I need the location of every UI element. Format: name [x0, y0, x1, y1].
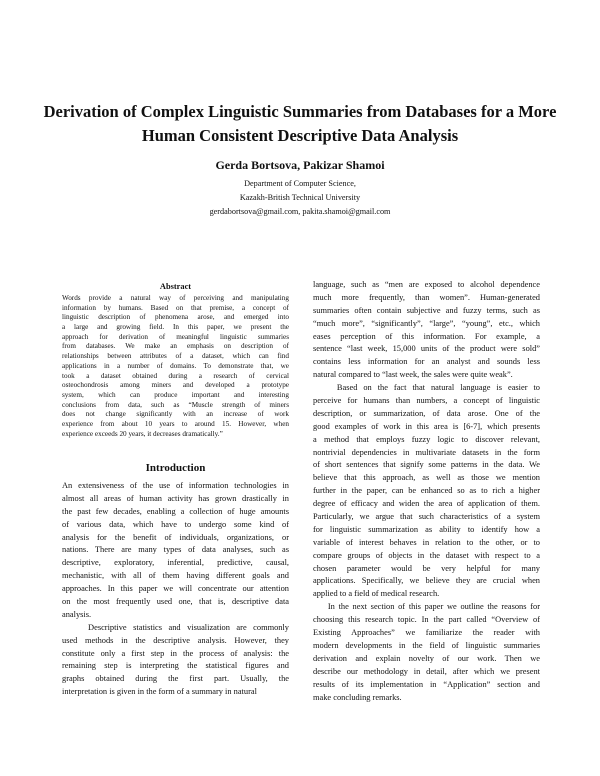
text-line: constitute only a first step in the process of analysis: the: [62, 648, 289, 658]
text-line: chosen parameter would be very helpful for many: [313, 563, 540, 573]
title-line: Derivation of Complex Linguistic Summaries from Databases for a More: [43, 102, 557, 121]
text-line: linguistic description of phenomena arose, and emerged into: [62, 313, 289, 322]
text-line: Words provide a natural way of perceiving and manipulating: [62, 294, 289, 302]
text-line: analysis for the benefit of individuals, organizations, or: [62, 532, 289, 542]
text-line: degree of efficacy and widen the area of application of them.: [313, 499, 540, 509]
text-line: mechanistic, with all of them having different goals and: [62, 571, 289, 581]
text-line: Particularly, we argue that such characteristics of a system: [313, 512, 540, 522]
introduction-heading: Introduction: [145, 462, 206, 474]
text-line: relationships between attributes of a dataset, which can find: [62, 352, 289, 361]
text-line: almost all areas of human activity has grown drastically in: [62, 493, 289, 503]
text-line: nations. There are many types of data analyses, such as: [62, 545, 289, 555]
text-line: used methods in the descriptive analysis. However, they: [62, 635, 289, 645]
paper-title: [40, 100, 560, 148]
text-line: contains less information for an analyst and sounds less: [313, 357, 540, 367]
text-line: summaries often contain subjective and fuzzy terms, such as: [313, 305, 540, 315]
affiliation-line: gerdabortsova@gmail.com, pakita.shamoi@gmail.com: [209, 207, 391, 216]
text-line: analysis.: [62, 609, 92, 619]
text-line: conclusions from data, such as “Muscle strength of miners: [62, 400, 289, 409]
text-line: on the most frequently used one, that is, descriptive data: [62, 597, 289, 607]
text-line: osteochondrosis among miners and developed a prototype: [62, 381, 289, 390]
text-line: believe that this approach, as well as those we mention: [313, 473, 540, 483]
text-line: In the next section of this paper we outline the reasons for: [313, 602, 540, 612]
text-line: a large and growing field. In this paper, we present the: [62, 323, 289, 332]
abstract-heading: Abstract: [159, 282, 192, 291]
right-column-body: [313, 279, 540, 704]
text-line: applications in a number of domains. To demonstrate that, we: [62, 361, 289, 370]
text-line: approaches. In this paper we will concentrate our attention: [62, 584, 289, 594]
text-line: took a dataset obtained during a research of cervical: [62, 371, 289, 380]
text-line: does not change significantly with an increase of work: [62, 410, 289, 419]
text-line: a method that employs fuzzy logic to discover relevant,: [313, 434, 540, 444]
text-line: applied to a field of medical research.: [313, 589, 440, 599]
text-line: remaining step is interpreting the statistical figures and: [62, 661, 289, 671]
text-line: approach for derivation of meaningful linguistic summaries: [62, 332, 289, 341]
text-line: nontrivial dependencies in multivariate datasets in the form: [313, 447, 540, 457]
text-line: describe our methodology in detail, after which we present: [313, 666, 540, 676]
text-line: language, such as “men are exposed to alcohol dependence: [313, 280, 540, 289]
title-line: Human Consistent Descriptive Data Analysis: [141, 126, 459, 145]
text-line: good examples of work in this area is [6-7], which presents: [313, 421, 540, 431]
text-line: of short sentences that signify some patterns in the data. We: [313, 460, 540, 470]
text-line: compare groups of objects in the dataset with respect to a: [313, 550, 540, 560]
text-line: Descriptive statistics and visualization are commonly: [62, 622, 289, 632]
text-line: system, which can produce important and interesting: [62, 390, 289, 399]
text-line: modern developments in the field of linguistic summaries: [313, 640, 540, 650]
introduction-body: [62, 480, 289, 699]
authors: Gerda Bortsova, Pakizar Shamoi: [215, 158, 385, 172]
text-line: applications. Specifically, we believe they are crucial when: [313, 576, 540, 586]
text-line: description, or summarization, of data arose. One of the: [313, 408, 540, 418]
text-line: interpretation is given in the form of a summary in natural: [62, 687, 257, 697]
affiliation: [40, 177, 560, 219]
text-line: of various data, which have to undergo some kind of: [62, 519, 289, 529]
text-line: Based on the fact that natural language is easier to: [313, 383, 540, 393]
text-line: choosing this research topic. In the part called “Overview of: [313, 615, 540, 625]
text-line: graphs obtained during the first part. Usually, the: [62, 674, 289, 684]
text-line: the past few decades, enabling a collection of huge amounts: [62, 506, 289, 516]
text-line: make concluding remarks.: [313, 692, 402, 702]
text-line: information by humans. Based on that premise, a concept of: [62, 303, 289, 312]
affiliation-line: Kazakh-British Technical University: [239, 193, 361, 202]
text-line: Existing Approaches” we familiarize the reader with: [313, 628, 540, 638]
affiliation-line: Department of Computer Science,: [244, 179, 356, 188]
text-line: experience from about 10 years to around 15. However, when: [62, 419, 289, 428]
text-line: natural compared to “last week, the sales were quite weak”.: [313, 370, 513, 380]
text-line: derivation and explain novelty of our work. Then we: [313, 653, 540, 663]
text-line: perceive for humans than numbers, a concept of linguistic: [313, 396, 540, 406]
abstract-body: [62, 294, 289, 439]
text-line: descriptive, exploratory, inferential, predictive, causal,: [62, 558, 289, 568]
text-line: An extensiveness of the use of information technologies in: [62, 481, 289, 490]
text-line: “much more”, “significantly”, “large”, “young”, etc., which: [313, 318, 540, 328]
text-line: experience exceeds 20 years, it decreases dramatically.”: [62, 429, 223, 438]
text-line: for linguistic summarization as ability to identify how a: [313, 524, 540, 534]
text-line: much more frequently, than women”. Human-generated: [313, 292, 540, 302]
text-line: variable of interest behaves in relation to the other, or to: [313, 537, 540, 547]
text-line: from databases. We make an emphasis on description of: [62, 342, 289, 351]
text-line: results of its implementation in “Application” section and: [313, 679, 540, 689]
text-line: eases perception of this information. For example, a: [313, 331, 540, 341]
text-line: further in the paper, can be enhanced so as to rich a higher: [313, 486, 540, 496]
text-line: sentence “last week, 15,000 units of the product were sold”: [313, 344, 540, 354]
